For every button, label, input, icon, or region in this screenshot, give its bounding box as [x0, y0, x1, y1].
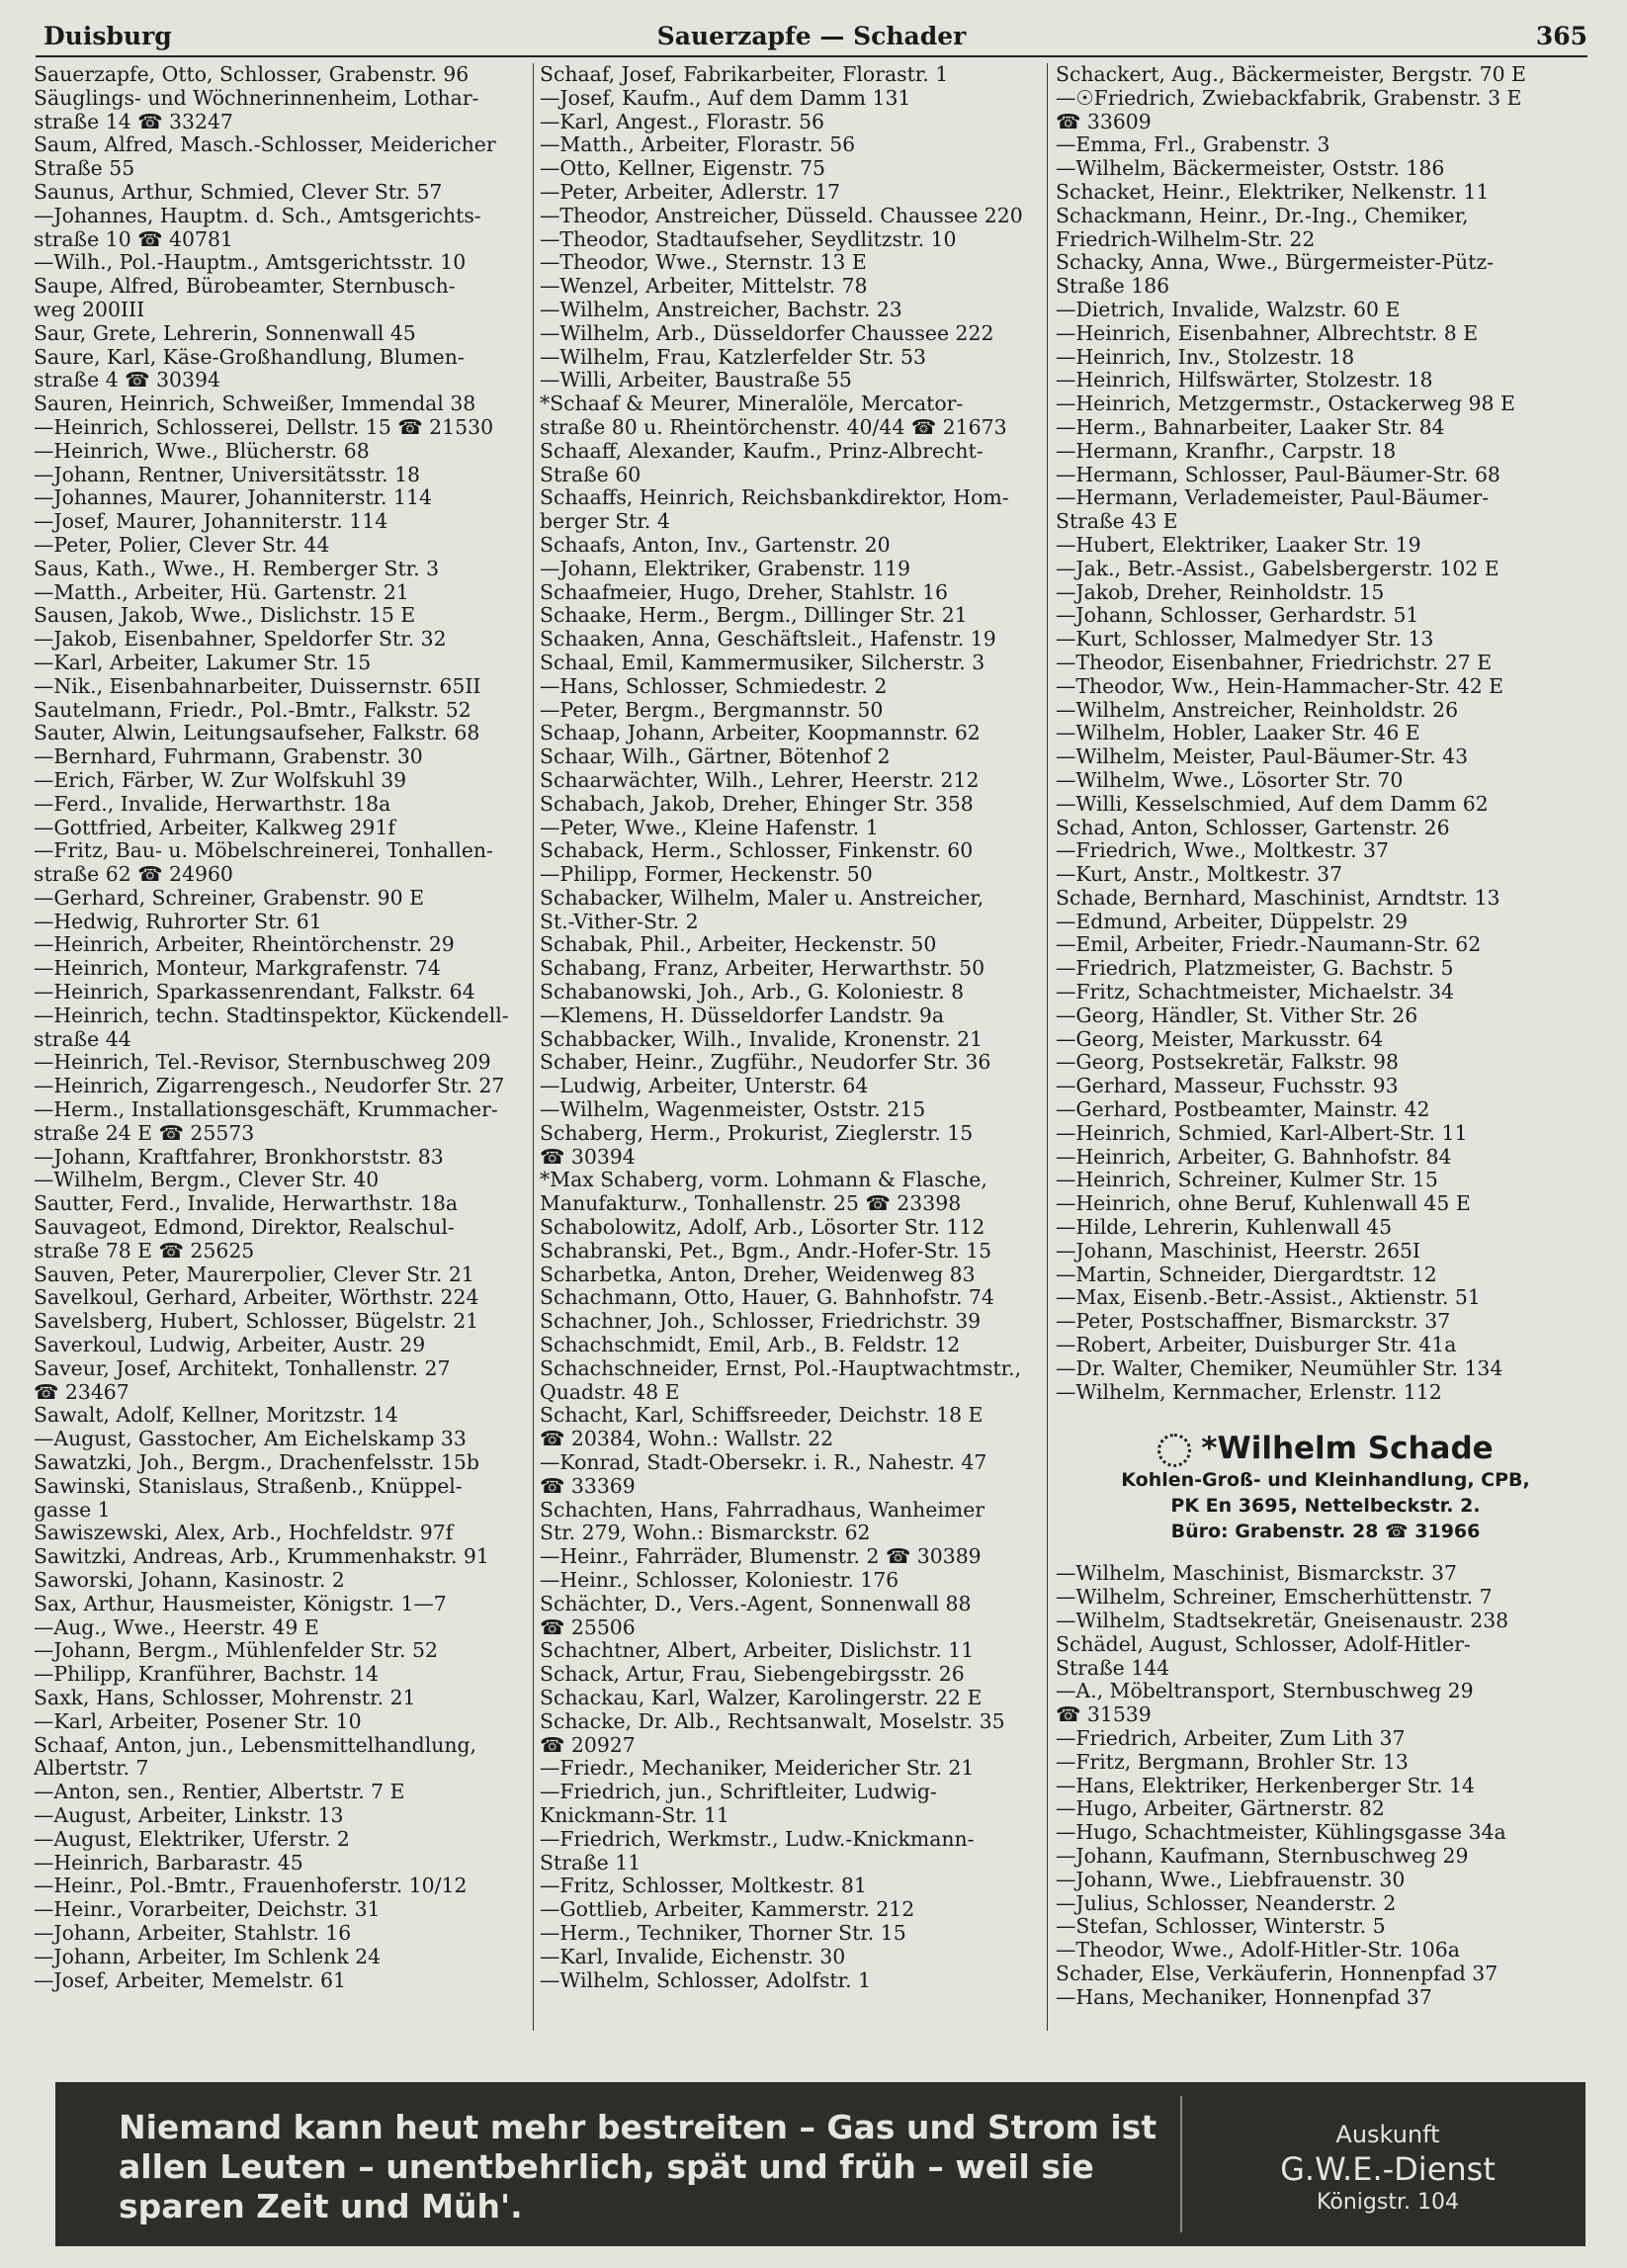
directory-entry: Sawalt, Adolf, Kellner, Moritzstr. 14: [34, 1404, 398, 1428]
directory-entry: Saverkoul, Ludwig, Arbeiter, Austr. 29: [34, 1334, 426, 1357]
directory-entry: Schaber, Heinr., Zugführ., Neudorfer Str. 36: [540, 1051, 991, 1075]
directory-entry: —Ludwig, Arbeiter, Unterstr. 64: [540, 1075, 869, 1098]
directory-entry: Savelsberg, Hubert, Schlosser, Bügelstr. 21: [34, 1310, 479, 1334]
directory-entry: —Heinr., Fahrräder, Blumenstr. 2 ☎ 30389: [540, 1545, 982, 1569]
directory-entry: —Wilhelm, Arb., Düsseldorfer Chaussee 222: [540, 321, 994, 345]
directory-entry: —Max, Eisenb.-Betr.-Assist., Aktienstr. 51: [1056, 1286, 1481, 1310]
directory-entry: —Erich, Färber, W. Zur Wolfskuhl 39: [34, 768, 407, 792]
header-city: Duisburg: [43, 22, 172, 50]
ad-line: PK En 3695, Nettelbeckstr. 2.: [1170, 1495, 1481, 1518]
info-title: Auskunft: [1335, 2121, 1440, 2148]
directory-entry: —Wilhelm, Stadtsekretär, Gneisenaustr. 238: [1056, 1610, 1509, 1633]
directory-entry: —Josef, Arbeiter, Memelstr. 61: [34, 1968, 346, 1992]
column-2: [540, 63, 1042, 2060]
directory-entry: Schacky, Anna, Wwe., Bürgermeister-Pütz-: [1056, 251, 1494, 275]
directory-entry: Schachner, Joh., Schlosser, Friedrichstr. 39: [540, 1310, 982, 1334]
directory-entry: Schachmann, Otto, Hauer, G. Bahnhofstr. 74: [540, 1286, 994, 1310]
directory-entry: Schaap, Johann, Arbeiter, Koopmannstr. 62: [540, 722, 981, 745]
directory-entry: —Karl, Arbeiter, Posener Str. 10: [34, 1709, 362, 1733]
directory-entry: St.-Vither-Str. 2: [540, 910, 699, 933]
directory-entry: —Hugo, Schachtmeister, Kühlingsgasse 34a: [1056, 1821, 1506, 1845]
directory-entry: straße 14 ☎ 33247: [34, 110, 233, 133]
directory-entry: —Hermann, Schlosser, Paul-Bäumer-Str. 68: [1056, 463, 1500, 486]
directory-entry: —Theodor, Eisenbahner, Friedrichstr. 27 E: [1056, 651, 1493, 674]
directory-entry: straße 4 ☎ 30394: [34, 369, 220, 393]
directory-entry: —Edmund, Arbeiter, Düppelstr. 29: [1056, 910, 1409, 933]
directory-entry: Saxk, Hans, Schlosser, Mohrenstr. 21: [34, 1686, 416, 1709]
directory-entry: —Wilhelm, Hobler, Laaker Str. 46 E: [1056, 722, 1420, 745]
column-1: [34, 63, 524, 2060]
directory-entry: Schabbacker, Wilh., Invalide, Kronenstr. 21: [540, 1027, 984, 1051]
directory-entry: —Anton, sen., Rentier, Albertstr. 7 E: [34, 1781, 405, 1804]
directory-entry: Schaaken, Anna, Geschäftsleit., Hafenstr. 19: [540, 628, 996, 652]
directory-entry: Schaake, Herm., Bergm., Dillinger Str. 21: [540, 604, 968, 628]
directory-entry: Säuglings- und Wöchnerinnenheim, Lothar-: [34, 86, 479, 110]
directory-entry: Sauerzapfe, Otto, Schlosser, Grabenstr. 96: [34, 63, 470, 86]
directory-entry: —Peter, Postschaffner, Bismarckstr. 37: [1056, 1310, 1451, 1334]
directory-entry: Schaafs, Anton, Inv., Gartenstr. 20: [540, 533, 891, 557]
directory-entry: —Fritz, Schachtmeister, Michaelstr. 34: [1056, 981, 1455, 1004]
directory-entry: —Nik., Eisenbahnarbeiter, Duissernstr. 65II: [34, 674, 481, 698]
directory-entry: —Friedr., Mechaniker, Meidericher Str. 21: [540, 1757, 975, 1781]
page-header: [36, 22, 1587, 57]
directory-entry: Schabacker, Wilhelm, Maler u. Anstreicher,: [540, 886, 985, 910]
directory-entry: Schack, Artur, Frau, Siebengebirgsstr. 26: [540, 1663, 965, 1687]
directory-entry: Schad, Anton, Schlosser, Gartenstr. 26: [1056, 816, 1450, 839]
directory-entry: Schackert, Aug., Bäckermeister, Bergstr. 70 E: [1056, 63, 1526, 86]
directory-entry: *Max Schaberg, vorm. Lohmann & Flasche,: [540, 1169, 987, 1192]
column-divider: [533, 63, 534, 2031]
directory-entry: —August, Arbeiter, Linkstr. 13: [34, 1803, 344, 1827]
directory-entry: —Kurt, Anstr., Moltkestr. 37: [1056, 863, 1343, 887]
directory-entry: —Wilhelm, Bäckermeister, Oststr. 186: [1056, 157, 1445, 181]
column-divider: [1047, 63, 1048, 2031]
info-name: G.W.E.-Dienst: [1280, 2150, 1496, 2188]
directory-entry: —Emil, Arbeiter, Friedr.-Naumann-Str. 62: [1056, 933, 1482, 957]
directory-entry: —Friedrich, jun., Schriftleiter, Ludwig-: [540, 1781, 937, 1804]
directory-entry: Saveur, Josef, Architekt, Tonhallenstr. 27: [34, 1356, 451, 1380]
directory-entry: Schackmann, Heinr., Dr.-Ing., Chemiker,: [1056, 204, 1469, 227]
directory-entry: Albertstr. 7: [34, 1757, 149, 1781]
directory-entry: —Georg, Postsekretär, Falkstr. 98: [1056, 1051, 1400, 1075]
directory-entry: Straße 43 E: [1056, 510, 1178, 534]
directory-entry: ☎ 23467: [34, 1380, 129, 1404]
directory-entry: —Hedwig, Ruhrorter Str. 61: [34, 910, 322, 933]
directory-entry: —Gerhard, Schreiner, Grabenstr. 90 E: [34, 886, 424, 910]
directory-entry: Sauvageot, Edmond, Direktor, Realschul-: [34, 1216, 455, 1240]
directory-entry: —Karl, Invalide, Eichenstr. 30: [540, 1945, 846, 1968]
directory-entry: —Gerhard, Postbeamter, Mainstr. 42: [1056, 1098, 1430, 1122]
directory-entry: —Hubert, Elektriker, Laaker Str. 19: [1056, 533, 1421, 557]
directory-entry: —Jakob, Dreher, Reinholdstr. 15: [1056, 580, 1385, 604]
directory-entry: —Herm., Installationsgeschäft, Krummacher-: [34, 1098, 498, 1122]
directory-entry: —A., Möbeltransport, Sternbuschweg 29: [1056, 1680, 1474, 1703]
directory-entry: Sawiszewski, Alex, Arb., Hochfeldstr. 97f: [34, 1522, 454, 1545]
directory-entry: —Johann, Maschinist, Heerstr. 265I: [1056, 1239, 1420, 1263]
header-range: Sauerzapfe — Schader: [656, 22, 967, 50]
advertisement: [1056, 1430, 1595, 1544]
directory-entry: berger Str. 4: [540, 510, 670, 534]
directory-entry: —Peter, Polier, Clever Str. 44: [34, 533, 330, 557]
directory-entry: —Ferd., Invalide, Herwarthstr. 18a: [34, 792, 391, 816]
directory-entry: ☎ 20384, Wohn.: Wallstr. 22: [540, 1428, 834, 1451]
directory-entry: Straße 186: [1056, 275, 1170, 299]
directory-entry: Schackau, Karl, Walzer, Karolingerstr. 22 E: [540, 1686, 983, 1709]
directory-entry: —Hugo, Arbeiter, Gärtnerstr. 82: [1056, 1797, 1385, 1821]
directory-entry: —Johann, Wwe., Liebfrauenstr. 30: [1056, 1868, 1406, 1891]
directory-entry: —☉Friedrich, Zwiebackfabrik, Grabenstr. 3 E: [1056, 86, 1522, 110]
directory-entry: Schädel, August, Schlosser, Adolf-Hitler-: [1056, 1632, 1471, 1656]
directory-entry: —Wilhelm, Meister, Paul-Bäumer-Str. 43: [1056, 745, 1469, 769]
directory-entry: —Heinrich, Sparkassenrendant, Falkstr. 64: [34, 981, 475, 1004]
directory-entry: —Gottfried, Arbeiter, Kalkweg 291f: [34, 816, 395, 839]
directory-entry: Schachschmidt, Emil, Arb., B. Feldstr. 12: [540, 1334, 961, 1357]
directory-entry: Manufakturw., Tonhallenstr. 25 ☎ 23398: [540, 1192, 962, 1216]
directory-entry: Saum, Alfred, Masch.-Schlosser, Meidericher: [34, 133, 496, 157]
directory-entry: —Wilhelm, Maschinist, Bismarckstr. 37: [1056, 1562, 1457, 1586]
directory-entry: straße 80 u. Rheintörchenstr. 40/44 ☎ 21673: [540, 415, 1007, 439]
directory-entry: Saus, Kath., Wwe., H. Remberger Str. 3: [34, 557, 440, 580]
directory-entry: —Heinrich, Schmied, Karl-Albert-Str. 11: [1056, 1121, 1468, 1145]
directory-entry: Schaback, Herm., Schlosser, Finkenstr. 60: [540, 839, 974, 863]
directory-entry: Schachschneider, Ernst, Pol.-Hauptwachtmstr.,: [540, 1356, 1022, 1380]
directory-entry: —Johannes, Maurer, Johanniterstr. 114: [34, 486, 432, 510]
directory-entry: —Josef, Maurer, Johanniterstr. 114: [34, 510, 388, 534]
directory-entry: straße 78 E ☎ 25625: [34, 1239, 255, 1263]
directory-entry: —Kurt, Schlosser, Malmedyer Str. 13: [1056, 628, 1434, 652]
directory-entry: Schaafmeier, Hugo, Dreher, Stahlstr. 16: [540, 580, 948, 604]
directory-entry: —Johann, Kraftfahrer, Bronkhorststr. 83: [34, 1145, 444, 1169]
directory-entry: —Heinr., Schlosser, Koloniestr. 176: [540, 1569, 899, 1592]
directory-entry: —Klemens, H. Düsseldorfer Landstr. 9a: [540, 1003, 944, 1027]
directory-entry: —Peter, Wwe., Kleine Hafenstr. 1: [540, 816, 879, 839]
directory-entry: Sawatzki, Joh., Bergm., Drachenfelsstr. 15b: [34, 1451, 479, 1475]
directory-entry: Savelkoul, Gerhard, Arbeiter, Wörthstr. 224: [34, 1286, 479, 1310]
directory-entry: straße 10 ☎ 40781: [34, 227, 233, 251]
directory-entry: Schaaff, Alexander, Kaufm., Prinz-Albrecht-: [540, 439, 984, 463]
gas-electric-banner: [55, 2082, 1585, 2246]
directory-entry: ☎ 25506: [540, 1615, 636, 1639]
ad-company-name: *Wilhelm Schade: [1201, 1431, 1494, 1467]
directory-entry: —Heinrich, Hilfswärter, Stolzestr. 18: [1056, 369, 1433, 393]
directory-entry: Schaarwächter, Wilh., Lehrer, Heerstr. 212: [540, 768, 980, 792]
directory-entry: —Theodor, Anstreicher, Düsseld. Chaussee 220: [540, 204, 1023, 227]
directory-entry: —Herm., Techniker, Thorner Str. 15: [540, 1921, 906, 1945]
directory-entry: —Fritz, Bau- u. Möbelschreinerei, Tonhallen-: [34, 839, 493, 863]
directory-entry: weg 200III: [34, 298, 145, 321]
directory-entry: —Heinrich, ohne Beruf, Kuhlenwall 45 E: [1056, 1192, 1471, 1216]
directory-entry: ☎ 31539: [1056, 1703, 1152, 1727]
column-3-entries-continued: [1056, 1562, 1595, 2009]
directory-entry: Schacket, Heinr., Elektriker, Nelkenstr. 11: [1056, 180, 1490, 204]
column-3-entries: [1056, 63, 1595, 1404]
directory-entry: —Heinrich, Schlosserei, Dellstr. 15 ☎ 21530: [34, 415, 494, 439]
directory-entry: —Hans, Elektriker, Herkenberger Str. 14: [1056, 1774, 1476, 1797]
directory-entry: *Schaaf & Meurer, Mineralöle, Mercator-: [540, 393, 964, 416]
directory-entry: —Theodor, Ww., Hein-Hammacher-Str. 42 E: [1056, 674, 1504, 698]
directory-entry: —Matth., Arbeiter, Florastr. 56: [540, 133, 856, 157]
directory-entry: —Heinrich, Schreiner, Kulmer Str. 15: [1056, 1169, 1438, 1192]
directory-entry: ☎ 30394: [540, 1145, 636, 1169]
directory-entry: Schaaf, Josef, Fabrikarbeiter, Florastr. 1: [540, 63, 949, 86]
directory-entry: —Johann, Schlosser, Gerhardstr. 51: [1056, 604, 1419, 628]
directory-entry: —Heinrich, Inv., Stolzestr. 18: [1056, 345, 1355, 369]
directory-entry: —Wilhelm, Anstreicher, Bachstr. 23: [540, 298, 902, 321]
directory-entry: —Heinr., Vorarbeiter, Deichstr. 31: [34, 1898, 381, 1922]
directory-entry: —Otto, Kellner, Eigenstr. 75: [540, 157, 825, 181]
directory-entry: —Heinrich, Eisenbahner, Albrechtstr. 8 E: [1056, 321, 1479, 345]
directory-entry: Sauren, Heinrich, Schweißer, Immendal 38: [34, 393, 476, 416]
directory-entry: Quadstr. 48 E: [540, 1380, 680, 1404]
directory-entry: Sax, Arthur, Hausmeister, Königstr. 1—7: [34, 1592, 447, 1615]
directory-entry: Sawitzki, Andreas, Arb., Krummenhakstr. 91: [34, 1545, 489, 1569]
directory-entry: Schabang, Franz, Arbeiter, Herwarthstr. 50: [540, 957, 985, 981]
directory-entry: —Heinrich, Arbeiter, Rheintörchenstr. 29: [34, 933, 455, 957]
directory-entry: —Hilde, Lehrerin, Kuhlenwall 45: [1056, 1216, 1393, 1240]
directory-entry: —Hermann, Verlademeister, Paul-Bäumer-: [1056, 486, 1490, 510]
directory-entry: —Julius, Schlosser, Neanderstr. 2: [1056, 1891, 1397, 1915]
directory-entry: —Hans, Schlosser, Schmiedestr. 2: [540, 674, 888, 698]
directory-entry: —Karl, Angest., Florastr. 56: [540, 110, 825, 133]
directory-entry: Schaaffs, Heinrich, Reichsbankdirektor, Hom-: [540, 486, 1009, 510]
directory-entry: —Heinrich, Tel.-Revisor, Sternbuschweg 209: [34, 1051, 491, 1075]
column-3: [1056, 63, 1595, 2060]
directory-entry: —Theodor, Stadtaufseher, Seydlitzstr. 10: [540, 227, 957, 251]
directory-entry: —Theodor, Wwe., Sternstr. 13 E: [540, 251, 867, 275]
directory-entry: —Friedrich, Werkmstr., Ludw.-Knickmann-: [540, 1827, 975, 1851]
directory-entry: Straße 60: [540, 463, 642, 486]
directory-entry: —Herm., Bahnarbeiter, Laaker Str. 84: [1056, 415, 1445, 439]
directory-entry: gasse 1: [34, 1498, 111, 1522]
info-address: Königstr. 104: [1317, 2190, 1459, 2215]
directory-entry: —Philipp, Former, Heckenstr. 50: [540, 863, 873, 887]
directory-entry: —Konrad, Stadt-Obersekr. i. R., Nahestr. 47: [540, 1451, 987, 1475]
directory-entry: Sauter, Alwin, Leitungsaufseher, Falkstr. 68: [34, 722, 480, 745]
directory-entry: Schabolowitz, Adolf, Arb., Lösorter Str. 112: [540, 1216, 985, 1240]
directory-entry: —August, Elektriker, Uferstr. 2: [34, 1827, 350, 1851]
ad-line: Büro: Grabenstr. 28 ☎ 31966: [1170, 1521, 1481, 1543]
directory-entry: Schachtner, Albert, Arbeiter, Dislichstr. 11: [540, 1639, 975, 1663]
directory-entry: —Gottlieb, Arbeiter, Kammerstr. 212: [540, 1898, 915, 1922]
directory-entry: Schader, Else, Verkäuferin, Honnenpfad 37: [1056, 1962, 1499, 1985]
directory-entry: Friedrich-Wilhelm-Str. 22: [1056, 227, 1316, 251]
directory-entry: —Jak., Betr.-Assist., Gabelsbergerstr. 102 E: [1056, 557, 1499, 580]
directory-entry: —Martin, Schneider, Diergardtstr. 12: [1056, 1263, 1437, 1286]
directory-entry: Schachten, Hans, Fahrradhaus, Wanheimer: [540, 1498, 985, 1522]
directory-entry: —Johann, Arbeiter, Stahlstr. 16: [34, 1921, 352, 1945]
directory-entry: —Jakob, Eisenbahner, Speldorfer Str. 32: [34, 628, 447, 652]
directory-entry: Schaal, Emil, Kammermusiker, Silcherstr. 3: [540, 651, 985, 674]
directory-entry: ☎ 33369: [540, 1474, 636, 1498]
directory-entry: straße 62 ☎ 24960: [34, 863, 233, 887]
directory-entry: —Willi, Kesselschmied, Auf dem Damm 62: [1056, 792, 1489, 816]
directory-entry: —Peter, Arbeiter, Adlerstr. 17: [540, 180, 841, 204]
directory-entry: Schaberg, Herm., Prokurist, Zieglerstr. 15: [540, 1121, 974, 1145]
directory-entry: —Georg, Meister, Markusstr. 64: [1056, 1027, 1384, 1051]
directory-entry: —Bernhard, Fuhrmann, Grabenstr. 30: [34, 745, 423, 769]
directory-entry: —Wilhelm, Wagenmeister, Oststr. 215: [540, 1098, 926, 1122]
directory-entry: Sauven, Peter, Maurerpolier, Clever Str. 21: [34, 1263, 474, 1286]
directory-entry: —Johann, Kaufmann, Sternbuschweg 29: [1056, 1844, 1469, 1868]
directory-entry: —Wenzel, Arbeiter, Mittelstr. 78: [540, 275, 868, 299]
directory-entry: —Friedrich, Arbeiter, Zum Lith 37: [1056, 1727, 1406, 1750]
directory-entry: —Peter, Bergm., Bergmannstr. 50: [540, 698, 884, 722]
directory-entry: Schacht, Karl, Schiffsreeder, Deichstr. 18 E: [540, 1404, 984, 1428]
directory-entry: Saur, Grete, Lehrerin, Sonnenwall 45: [34, 321, 416, 345]
directory-entry: —Wilhelm, Frau, Katzlerfelder Str. 53: [540, 345, 926, 369]
directory-entry: —Johann, Arbeiter, Im Schlenk 24: [34, 1945, 382, 1968]
directory-entry: —Friedrich, Wwe., Moltkestr. 37: [1056, 839, 1390, 863]
directory-entry: —Hermann, Kranfhr., Carpstr. 18: [1056, 439, 1397, 463]
page-number: 365: [1535, 22, 1587, 50]
directory-entry: —August, Gasstocher, Am Eichelskamp 33: [34, 1428, 467, 1451]
directory-entry: Str. 279, Wohn.: Bismarckstr. 62: [540, 1522, 871, 1545]
directory-entry: Sawinski, Stanislaus, Straßenb., Knüppel-: [34, 1474, 463, 1498]
directory-entry: —Fritz, Bergmann, Brohler Str. 13: [1056, 1750, 1409, 1774]
directory-entry: Saunus, Arthur, Schmied, Clever Str. 57: [34, 180, 443, 204]
banner-info: [1190, 2120, 1585, 2217]
directory-entry: —Johann, Elektriker, Grabenstr. 119: [540, 557, 911, 580]
directory-entry: —Philipp, Kranführer, Bachstr. 14: [34, 1663, 380, 1687]
directory-entry: —Theodor, Wwe., Adolf-Hitler-Str. 106a: [1056, 1939, 1460, 1963]
directory-entry: —Heinrich, Wwe., Blücherstr. 68: [34, 439, 370, 463]
directory-entry: —Dietrich, Invalide, Walzstr. 60 E: [1056, 298, 1401, 321]
directory-entry: Schacke, Dr. Alb., Rechtsanwalt, Moselstr. 35: [540, 1709, 1005, 1733]
directory-entry: Schabak, Phil., Arbeiter, Heckenstr. 50: [540, 933, 937, 957]
banner-slogan: Niemand kann heut mehr bestreiten – Gas und Strom ist allen Leuten – unentbehrlich, spät und früh – weil sie sparen Zeit und Müh'.: [119, 2108, 1157, 2225]
directory-entry: —Matth., Arbeiter, Hü. Gartenstr. 21: [34, 580, 409, 604]
ad-line: Kohlen-Groß- und Kleinhandlung, CPB,: [1121, 1469, 1530, 1492]
directory-entry: Scharbetka, Anton, Dreher, Weidenweg 83: [540, 1263, 976, 1286]
directory-entry: —Johann, Bergm., Mühlenfelder Str. 52: [34, 1639, 438, 1663]
directory-entry: —Fritz, Schlosser, Moltkestr. 81: [540, 1875, 867, 1898]
directory-entry: —Emma, Frl., Grabenstr. 3: [1056, 133, 1330, 157]
directory-entry: —Wilhelm, Wwe., Lösorter Str. 70: [1056, 768, 1404, 792]
directory-entry: Schabach, Jakob, Dreher, Ehinger Str. 358: [540, 792, 974, 816]
directory-entry: —Hans, Mechaniker, Honnenpfad 37: [1056, 1985, 1432, 2009]
directory-entry: Schade, Bernhard, Maschinist, Arndtstr. 13: [1056, 886, 1500, 910]
directory-entry: —Wilhelm, Bergm., Clever Str. 40: [34, 1169, 380, 1192]
directory-entry: Schaaf, Anton, jun., Lebensmittelhandlung,: [34, 1733, 477, 1757]
directory-entry: —Georg, Händler, St. Vither Str. 26: [1056, 1003, 1418, 1027]
directory-entry: —Wilhelm, Anstreicher, Reinholdstr. 26: [1056, 698, 1459, 722]
banner-divider: [1180, 2096, 1182, 2232]
directory-entry: —Stefan, Schlosser, Winterstr. 5: [1056, 1915, 1386, 1939]
directory-entry: —Heinrich, Zigarrengesch., Neudorfer Str. 27: [34, 1075, 505, 1098]
directory-entry: Schabanowski, Joh., Arb., G. Koloniestr. 8: [540, 981, 965, 1004]
directory-entry: Sautter, Ferd., Invalide, Herwarthstr. 18a: [34, 1192, 459, 1216]
directory-entry: —Willi, Arbeiter, Baustraße 55: [540, 369, 852, 393]
directory-entry: —Heinr., Pol.-Bmtr., Frauenhoferstr. 10/12: [34, 1875, 468, 1898]
directory-entry: —Heinrich, Arbeiter, G. Bahnhofstr. 84: [1056, 1145, 1452, 1169]
directory-entry: —Aug., Wwe., Heerstr. 49 E: [34, 1615, 319, 1639]
directory-entry: —Wilhelm, Kernmacher, Erlenstr. 112: [1056, 1380, 1442, 1404]
directory-entry: Schaar, Wilh., Gärtner, Bötenhof 2: [540, 745, 891, 769]
directory-entry: —Heinrich, Barbarastr. 45: [34, 1851, 303, 1875]
directory-entry: straße 24 E ☎ 25573: [34, 1121, 255, 1145]
directory-entry: Straße 55: [34, 157, 135, 181]
directory-entry: ☎ 33609: [1056, 110, 1152, 133]
directory-entry: —Heinrich, Monteur, Markgrafenstr. 74: [34, 957, 441, 981]
directory-entry: ☎ 20927: [540, 1733, 636, 1757]
directory-entry: Knickmann-Str. 11: [540, 1803, 729, 1827]
company-logo-icon: [1157, 1434, 1191, 1467]
directory-entry: —Wilhelm, Schlosser, Adolfstr. 1: [540, 1968, 872, 1992]
directory-entry: Straße 144: [1056, 1656, 1170, 1680]
directory-entry: Straße 11: [540, 1851, 642, 1875]
directory-entry: Sautelmann, Friedr., Pol.-Bmtr., Falkstr. 52: [34, 698, 471, 722]
directory-entry: —Dr. Walter, Chemiker, Neumühler Str. 134: [1056, 1356, 1503, 1380]
directory-entry: —Johann, Rentner, Universitätsstr. 18: [34, 463, 421, 486]
directory-entry: —Heinrich, Metzgermstr., Ostackerweg 98 E: [1056, 393, 1515, 416]
directory-entry: —Heinrich, techn. Stadtinspektor, Kückendell-: [34, 1003, 509, 1027]
directory-entry: —Wilhelm, Schreiner, Emscherhüttenstr. 7: [1056, 1586, 1493, 1610]
directory-entry: Saworski, Johann, Kasinostr. 2: [34, 1569, 345, 1592]
directory-entry: —Gerhard, Masseur, Fuchsstr. 93: [1056, 1075, 1399, 1098]
directory-entry: Schächter, D., Vers.-Agent, Sonnenwall 88: [540, 1592, 972, 1615]
directory-entry: —Karl, Arbeiter, Lakumer Str. 15: [34, 651, 372, 674]
directory-entry: Sausen, Jakob, Wwe., Dislichstr. 15 E: [34, 604, 416, 628]
directory-entry: —Wilh., Pol.-Hauptm., Amtsgerichtsstr. 10: [34, 251, 467, 275]
directory-entry: Schabranski, Pet., Bgm., Andr.-Hofer-Str. 15: [540, 1239, 992, 1263]
directory-entry: —Josef, Kaufm., Auf dem Damm 131: [540, 86, 911, 110]
directory-entry: straße 44: [34, 1027, 131, 1051]
directory-entry: Saupe, Alfred, Bürobeamter, Sternbusch-: [34, 275, 456, 299]
directory-entry: Saure, Karl, Käse-Großhandlung, Blumen-: [34, 345, 465, 369]
directory-entry: —Robert, Arbeiter, Duisburger Str. 41a: [1056, 1334, 1457, 1357]
directory-entry: —Friedrich, Platzmeister, G. Bachstr. 5: [1056, 957, 1454, 981]
directory-entry: —Johannes, Hauptm. d. Sch., Amtsgerichts-: [34, 204, 481, 227]
